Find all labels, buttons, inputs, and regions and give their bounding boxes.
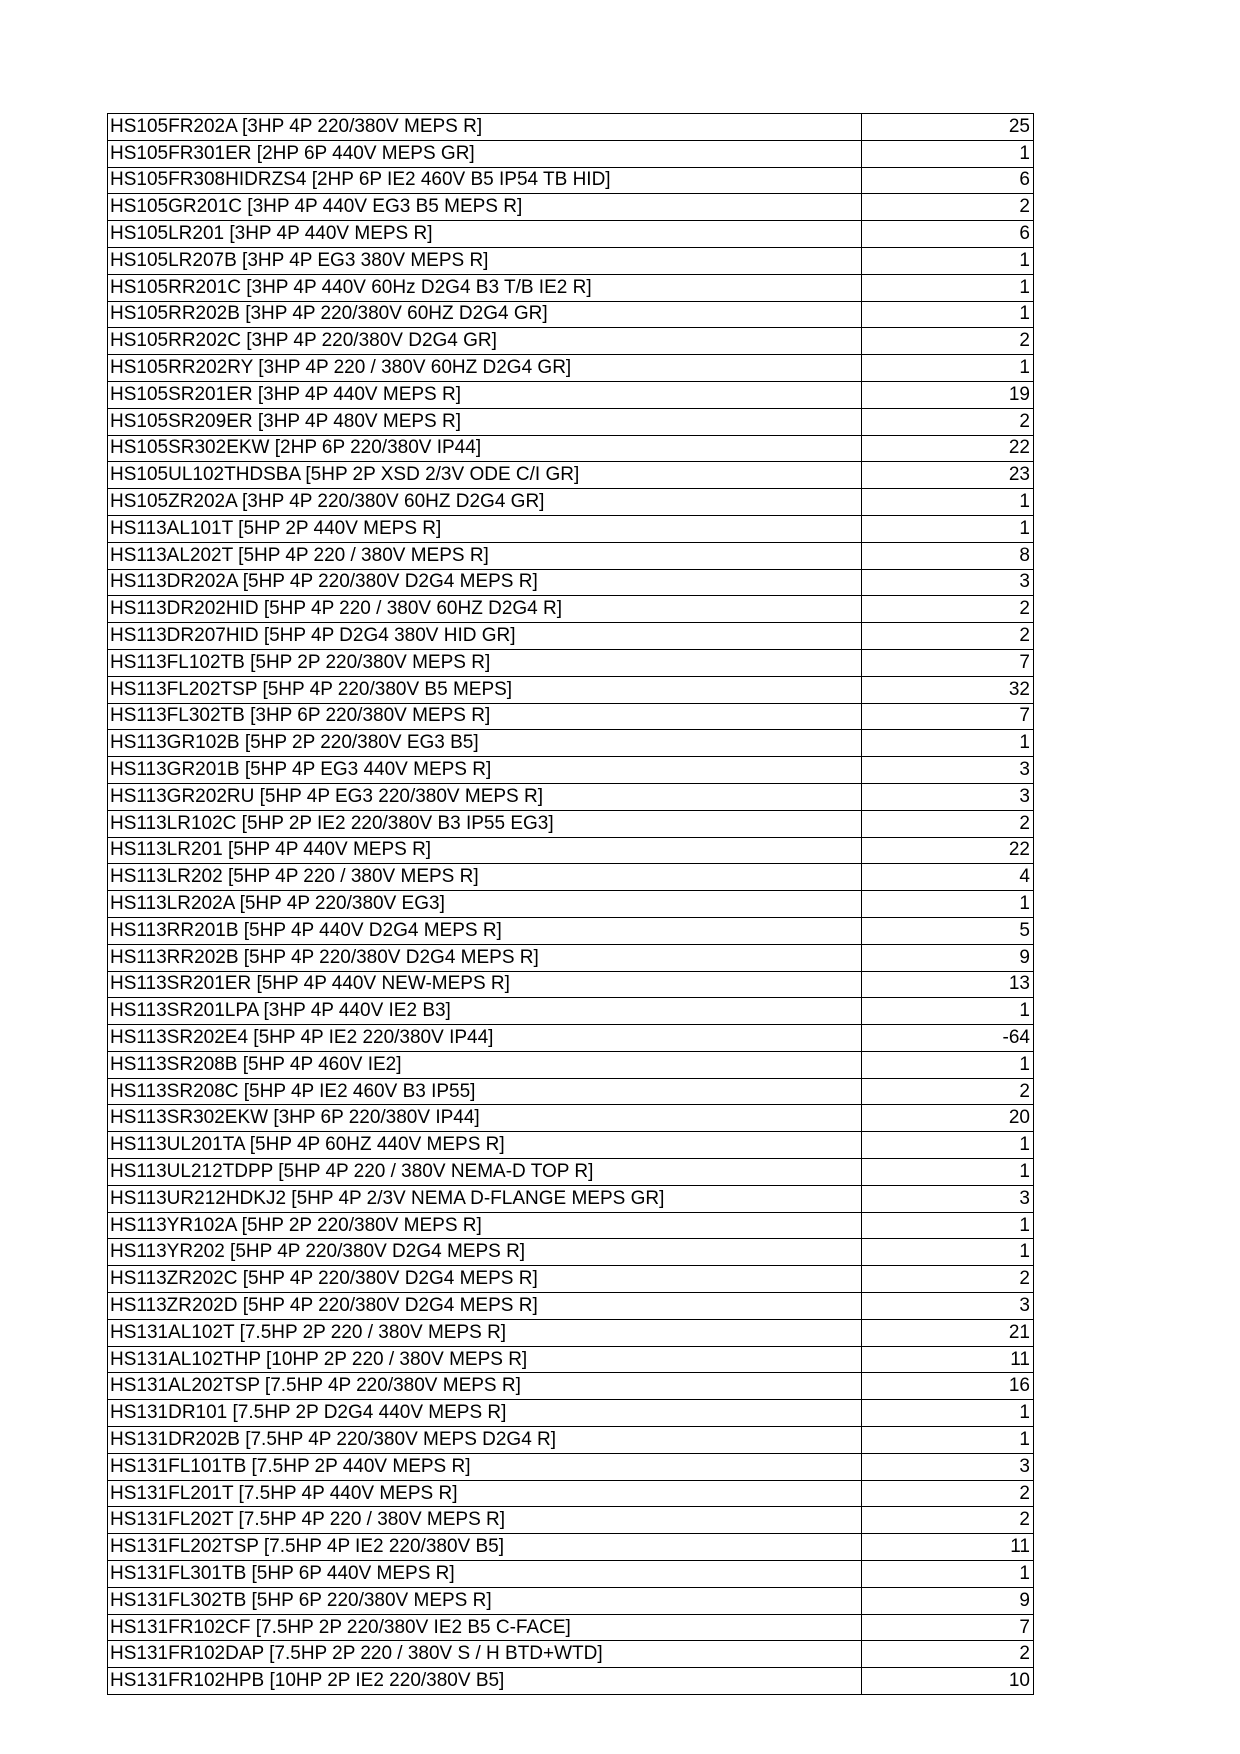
quantity-cell: 7 (862, 703, 1034, 730)
item-description-cell: HS113UL212TDPP [5HP 4P 220 / 380V NEMA-D TOP R] (108, 1159, 862, 1186)
table-row (108, 1400, 1034, 1427)
item-description-cell: HS131FL201T [7.5HP 4P 440V MEPS R] (108, 1480, 862, 1507)
inventory-table (107, 113, 1034, 1695)
item-description-cell: HS113LR202 [5HP 4P 220 / 380V MEPS R] (108, 864, 862, 891)
quantity-cell: 1 (862, 274, 1034, 301)
table-row (108, 542, 1034, 569)
table-row (108, 1105, 1034, 1132)
table-row (108, 1051, 1034, 1078)
item-description-cell: HS131DR101 [7.5HP 2P D2G4 440V MEPS R] (108, 1400, 862, 1427)
table-row (108, 1293, 1034, 1320)
item-description-cell: HS113LR102C [5HP 2P IE2 220/380V B3 IP55 EG3] (108, 810, 862, 837)
item-description-cell: HS131FR102DAP [7.5HP 2P 220 / 380V S / H BTD+WTD] (108, 1641, 862, 1668)
table-row (108, 1239, 1034, 1266)
table-row (108, 1078, 1034, 1105)
item-description-cell: HS113AL202T [5HP 4P 220 / 380V MEPS R] (108, 542, 862, 569)
table-row (108, 837, 1034, 864)
quantity-cell: 1 (862, 1212, 1034, 1239)
quantity-cell: 1 (862, 515, 1034, 542)
item-description-cell: HS105FR202A [3HP 4P 220/380V MEPS R] (108, 114, 862, 141)
table-row (108, 864, 1034, 891)
table-row (108, 328, 1034, 355)
quantity-cell: 2 (862, 408, 1034, 435)
item-description-cell: HS113YR202 [5HP 4P 220/380V D2G4 MEPS R] (108, 1239, 862, 1266)
item-description-cell: HS131DR202B [7.5HP 4P 220/380V MEPS D2G4 R] (108, 1427, 862, 1454)
quantity-cell: 13 (862, 971, 1034, 998)
quantity-cell: 3 (862, 569, 1034, 596)
table-row (108, 1132, 1034, 1159)
quantity-cell: 1 (862, 1132, 1034, 1159)
item-description-cell: HS113GR202RU [5HP 4P EG3 220/380V MEPS R] (108, 783, 862, 810)
item-description-cell: HS113UL201TA [5HP 4P 60HZ 440V MEPS R] (108, 1132, 862, 1159)
item-description-cell: HS131FR102HPB [10HP 2P IE2 220/380V B5] (108, 1668, 862, 1695)
table-row (108, 462, 1034, 489)
quantity-cell: 23 (862, 462, 1034, 489)
item-description-cell: HS113LR201 [5HP 4P 440V MEPS R] (108, 837, 862, 864)
quantity-cell: 8 (862, 542, 1034, 569)
table-row (108, 676, 1034, 703)
item-description-cell: HS113ZR202C [5HP 4P 220/380V D2G4 MEPS R] (108, 1266, 862, 1293)
table-row (108, 649, 1034, 676)
table-row (108, 1668, 1034, 1695)
quantity-cell: -64 (862, 1025, 1034, 1052)
quantity-cell: 1 (862, 1561, 1034, 1588)
item-description-cell: HS131AL102T [7.5HP 2P 220 / 380V MEPS R] (108, 1319, 862, 1346)
item-description-cell: HS113DR202A [5HP 4P 220/380V D2G4 MEPS R] (108, 569, 862, 596)
table-row (108, 971, 1034, 998)
quantity-cell: 1 (862, 489, 1034, 516)
item-description-cell: HS113SR201ER [5HP 4P 440V NEW-MEPS R] (108, 971, 862, 998)
item-description-cell: HS105RR202B [3HP 4P 220/380V 60HZ D2G4 GR] (108, 301, 862, 328)
table-row (108, 623, 1034, 650)
quantity-cell: 21 (862, 1319, 1034, 1346)
item-description-cell: HS113SR302EKW [3HP 6P 220/380V IP44] (108, 1105, 862, 1132)
quantity-cell: 2 (862, 1507, 1034, 1534)
table-row (108, 1587, 1034, 1614)
quantity-cell: 1 (862, 1239, 1034, 1266)
table-row (108, 1427, 1034, 1454)
quantity-cell: 1 (862, 891, 1034, 918)
quantity-cell: 2 (862, 596, 1034, 623)
item-description-cell: HS131FR102CF [7.5HP 2P 220/380V IE2 B5 C-FACE] (108, 1614, 862, 1641)
table-row (108, 1159, 1034, 1186)
quantity-cell: 3 (862, 1453, 1034, 1480)
quantity-cell: 1 (862, 998, 1034, 1025)
quantity-cell: 11 (862, 1346, 1034, 1373)
quantity-cell: 6 (862, 221, 1034, 248)
table-row (108, 1025, 1034, 1052)
item-description-cell: HS105RR202RY [3HP 4P 220 / 380V 60HZ D2G4 GR] (108, 355, 862, 382)
item-description-cell: HS131FL302TB [5HP 6P 220/380V MEPS R] (108, 1587, 862, 1614)
item-description-cell: HS105RR201C [3HP 4P 440V 60Hz D2G4 B3 T/B IE2 R] (108, 274, 862, 301)
table-row (108, 703, 1034, 730)
item-description-cell: HS113YR102A [5HP 2P 220/380V MEPS R] (108, 1212, 862, 1239)
table-row (108, 730, 1034, 757)
item-description-cell: HS113GR201B [5HP 4P EG3 440V MEPS R] (108, 757, 862, 784)
quantity-cell: 9 (862, 944, 1034, 971)
item-description-cell: HS131FL202T [7.5HP 4P 220 / 380V MEPS R] (108, 1507, 862, 1534)
item-description-cell: HS105RR202C [3HP 4P 220/380V D2G4 GR] (108, 328, 862, 355)
quantity-cell: 3 (862, 757, 1034, 784)
quantity-cell: 2 (862, 623, 1034, 650)
quantity-cell: 1 (862, 1400, 1034, 1427)
item-description-cell: HS131FL301TB [5HP 6P 440V MEPS R] (108, 1561, 862, 1588)
table-row (108, 1185, 1034, 1212)
item-description-cell: HS113UR212HDKJ2 [5HP 4P 2/3V NEMA D-FLANGE MEPS GR] (108, 1185, 862, 1212)
table-row (108, 1534, 1034, 1561)
quantity-cell: 1 (862, 1051, 1034, 1078)
table-row (108, 917, 1034, 944)
item-description-cell: HS113DR202HID [5HP 4P 220 / 380V 60HZ D2G4 R] (108, 596, 862, 623)
quantity-cell: 20 (862, 1105, 1034, 1132)
table-row (108, 167, 1034, 194)
item-description-cell: HS113FL102TB [5HP 2P 220/380V MEPS R] (108, 649, 862, 676)
table-row (108, 1614, 1034, 1641)
quantity-cell: 9 (862, 1587, 1034, 1614)
table-row (108, 1453, 1034, 1480)
quantity-cell: 1 (862, 301, 1034, 328)
table-row (108, 757, 1034, 784)
table-row (108, 596, 1034, 623)
quantity-cell: 1 (862, 1427, 1034, 1454)
table-row (108, 515, 1034, 542)
quantity-cell: 3 (862, 1293, 1034, 1320)
table-row (108, 783, 1034, 810)
item-description-cell: HS105SR201ER [3HP 4P 440V MEPS R] (108, 381, 862, 408)
quantity-cell: 10 (862, 1668, 1034, 1695)
table-row (108, 1319, 1034, 1346)
quantity-cell: 11 (862, 1534, 1034, 1561)
item-description-cell: HS113LR202A [5HP 4P 220/380V EG3] (108, 891, 862, 918)
quantity-cell: 7 (862, 1614, 1034, 1641)
quantity-cell: 2 (862, 194, 1034, 221)
table-row (108, 1480, 1034, 1507)
item-description-cell: HS113RR202B [5HP 4P 220/380V D2G4 MEPS R] (108, 944, 862, 971)
item-description-cell: HS113AL101T [5HP 2P 440V MEPS R] (108, 515, 862, 542)
quantity-cell: 16 (862, 1373, 1034, 1400)
item-description-cell: HS105ZR202A [3HP 4P 220/380V 60HZ D2G4 GR] (108, 489, 862, 516)
quantity-cell: 1 (862, 247, 1034, 274)
table-row (108, 274, 1034, 301)
table-row (108, 944, 1034, 971)
item-description-cell: HS131AL202TSP [7.5HP 4P 220/380V MEPS R] (108, 1373, 862, 1400)
table-row (108, 891, 1034, 918)
item-description-cell: HS113RR201B [5HP 4P 440V D2G4 MEPS R] (108, 917, 862, 944)
item-description-cell: HS113DR207HID [5HP 4P D2G4 380V HID GR] (108, 623, 862, 650)
item-description-cell: HS105LR207B [3HP 4P EG3 380V MEPS R] (108, 247, 862, 274)
quantity-cell: 2 (862, 810, 1034, 837)
table-row (108, 114, 1034, 141)
item-description-cell: HS105FR301ER [2HP 6P 440V MEPS GR] (108, 140, 862, 167)
quantity-cell: 1 (862, 355, 1034, 382)
item-description-cell: HS105SR302EKW [2HP 6P 220/380V IP44] (108, 435, 862, 462)
item-description-cell: HS105UL102THDSBA [5HP 2P XSD 2/3V ODE C/I GR] (108, 462, 862, 489)
item-description-cell: HS113FL202TSP [5HP 4P 220/380V B5 MEPS] (108, 676, 862, 703)
quantity-cell: 3 (862, 1185, 1034, 1212)
inventory-table-body (108, 114, 1034, 1695)
quantity-cell: 22 (862, 837, 1034, 864)
quantity-cell: 7 (862, 649, 1034, 676)
quantity-cell: 3 (862, 783, 1034, 810)
quantity-cell: 22 (862, 435, 1034, 462)
table-row (108, 998, 1034, 1025)
item-description-cell: HS105FR308HIDRZS4 [2HP 6P IE2 460V B5 IP54 TB HID] (108, 167, 862, 194)
table-row (108, 140, 1034, 167)
item-description-cell: HS113SR208C [5HP 4P IE2 460V B3 IP55] (108, 1078, 862, 1105)
table-row (108, 355, 1034, 382)
quantity-cell: 2 (862, 328, 1034, 355)
quantity-cell: 1 (862, 730, 1034, 757)
table-row (108, 435, 1034, 462)
quantity-cell: 2 (862, 1641, 1034, 1668)
item-description-cell: HS113SR201LPA [3HP 4P 440V IE2 B3] (108, 998, 862, 1025)
item-description-cell: HS105SR209ER [3HP 4P 480V MEPS R] (108, 408, 862, 435)
quantity-cell: 2 (862, 1480, 1034, 1507)
table-row (108, 408, 1034, 435)
table-row (108, 381, 1034, 408)
item-description-cell: HS105LR201 [3HP 4P 440V MEPS R] (108, 221, 862, 248)
table-row (108, 1507, 1034, 1534)
item-description-cell: HS113SR202E4 [5HP 4P IE2 220/380V IP44] (108, 1025, 862, 1052)
item-description-cell: HS113SR208B [5HP 4P 460V IE2] (108, 1051, 862, 1078)
quantity-cell: 1 (862, 1159, 1034, 1186)
quantity-cell: 1 (862, 140, 1034, 167)
item-description-cell: HS113ZR202D [5HP 4P 220/380V D2G4 MEPS R] (108, 1293, 862, 1320)
table-row (108, 1641, 1034, 1668)
table-row (108, 1561, 1034, 1588)
table-row (108, 810, 1034, 837)
quantity-cell: 25 (862, 114, 1034, 141)
table-row (108, 221, 1034, 248)
item-description-cell: HS131FL202TSP [7.5HP 4P IE2 220/380V B5] (108, 1534, 862, 1561)
table-row (108, 1373, 1034, 1400)
quantity-cell: 4 (862, 864, 1034, 891)
table-row (108, 1266, 1034, 1293)
quantity-cell: 6 (862, 167, 1034, 194)
table-row (108, 489, 1034, 516)
table-row (108, 247, 1034, 274)
table-row (108, 194, 1034, 221)
table-row (108, 1346, 1034, 1373)
table-row (108, 301, 1034, 328)
table-row (108, 1212, 1034, 1239)
item-description-cell: HS131AL102THP [10HP 2P 220 / 380V MEPS R] (108, 1346, 862, 1373)
table-row (108, 569, 1034, 596)
quantity-cell: 2 (862, 1266, 1034, 1293)
quantity-cell: 5 (862, 917, 1034, 944)
quantity-cell: 19 (862, 381, 1034, 408)
quantity-cell: 2 (862, 1078, 1034, 1105)
item-description-cell: HS131FL101TB [7.5HP 2P 440V MEPS R] (108, 1453, 862, 1480)
quantity-cell: 32 (862, 676, 1034, 703)
item-description-cell: HS113FL302TB [3HP 6P 220/380V MEPS R] (108, 703, 862, 730)
item-description-cell: HS105GR201C [3HP 4P 440V EG3 B5 MEPS R] (108, 194, 862, 221)
item-description-cell: HS113GR102B [5HP 2P 220/380V EG3 B5] (108, 730, 862, 757)
